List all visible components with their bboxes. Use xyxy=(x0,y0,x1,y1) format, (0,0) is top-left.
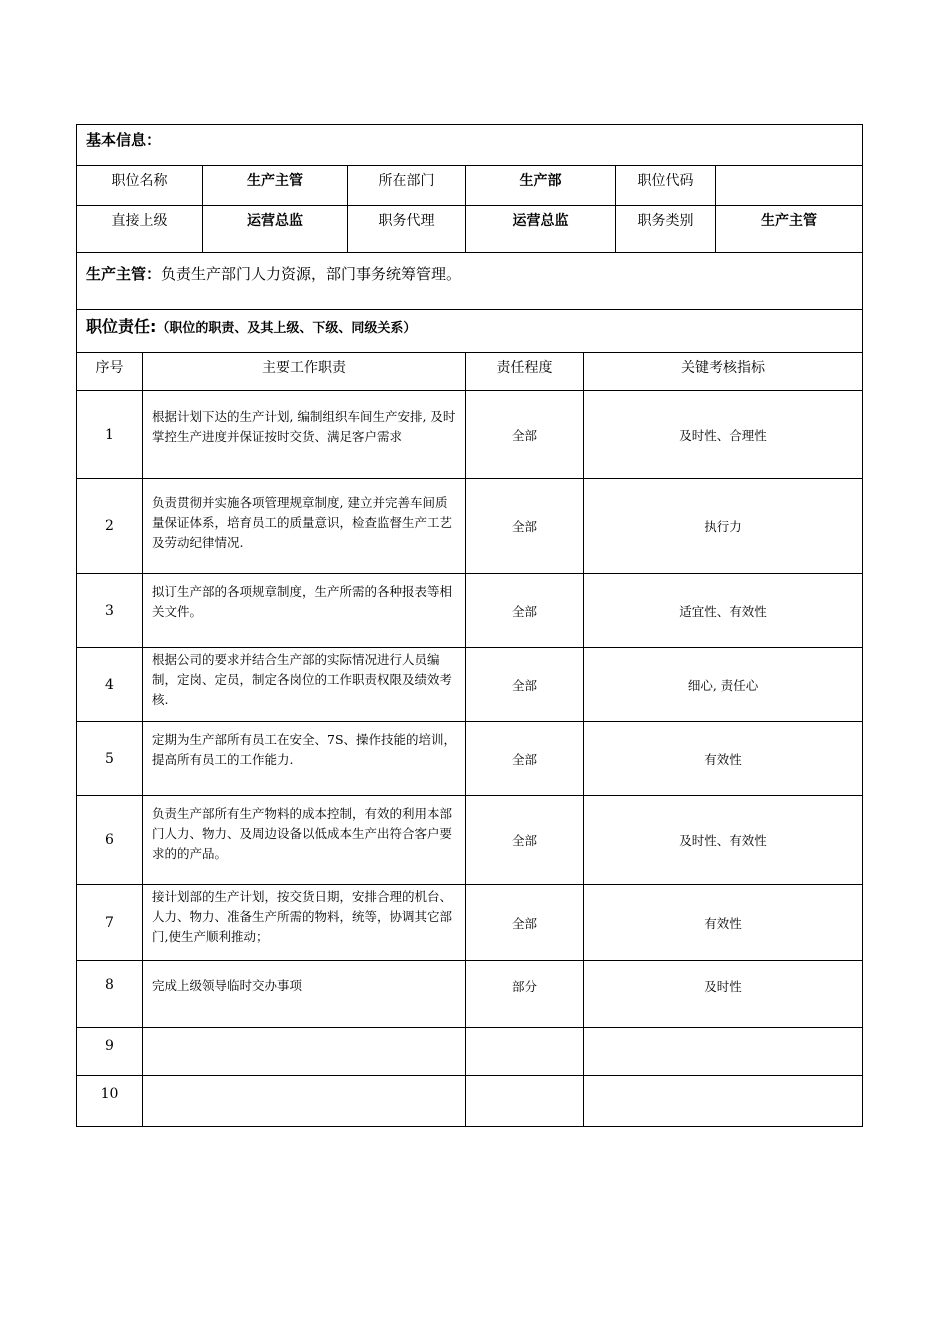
row-duty xyxy=(143,1076,466,1127)
row-duty: 完成上级领导临时交办事项 xyxy=(143,961,466,1028)
row-degree: 全部 xyxy=(466,391,584,479)
info-label: 职位代码 xyxy=(616,166,716,206)
row-kpi: 及时性、有效性 xyxy=(584,796,863,885)
row-degree: 全部 xyxy=(466,648,584,722)
row-number: 2 xyxy=(77,479,143,574)
row-kpi: 适宜性、有效性 xyxy=(584,574,863,648)
table-row xyxy=(77,574,863,648)
header-degree: 责任程度 xyxy=(466,353,584,391)
table-row xyxy=(77,1028,863,1076)
info-value: 生产主管 xyxy=(716,206,863,253)
row-degree xyxy=(466,1076,584,1127)
header-duty: 主要工作职责 xyxy=(143,353,466,391)
row-duty: 负责贯彻并实施各项管理规章制度, 建立并完善车间质量保证体系，培育员工的质量意识，检查监督生产工艺及劳动纪律情况. xyxy=(143,479,466,574)
summary-title: 生产主管： xyxy=(86,265,162,283)
row-degree: 全部 xyxy=(466,722,584,796)
table-row xyxy=(77,885,863,961)
info-value: 生产部 xyxy=(466,166,616,206)
row-number: 9 xyxy=(77,1028,143,1076)
row-kpi: 有效性 xyxy=(584,722,863,796)
info-label: 直接上级 xyxy=(77,206,203,253)
row-kpi xyxy=(584,1076,863,1127)
info-value: 运营总监 xyxy=(466,206,616,253)
table-row xyxy=(77,648,863,722)
row-kpi: 及时性 xyxy=(584,961,863,1028)
table-row xyxy=(77,961,863,1028)
row-degree: 全部 xyxy=(466,574,584,648)
info-row xyxy=(77,166,863,206)
form-table xyxy=(76,124,863,1127)
row-duty: 拟订生产部的各项规章制度，生产所需的各种报表等相关文件。 xyxy=(143,574,466,648)
row-number: 3 xyxy=(77,574,143,648)
table-row xyxy=(77,722,863,796)
table-row xyxy=(77,1076,863,1127)
row-number: 7 xyxy=(77,885,143,961)
row-kpi xyxy=(584,1028,863,1076)
row-number: 6 xyxy=(77,796,143,885)
table-row xyxy=(77,796,863,885)
job-description-form xyxy=(76,124,862,1127)
row-degree xyxy=(466,1028,584,1076)
summary-text: 负责生产部门人力资源，部门事务统筹管理。 xyxy=(161,265,462,283)
info-row xyxy=(77,206,863,253)
row-degree: 全部 xyxy=(466,479,584,574)
row-duty: 接计划部的生产计划，按交货日期，安排合理的机台、人力、物力、准备生产所需的物料，统等，协调其它部门,使生产顺利推动； xyxy=(143,885,466,961)
row-degree: 全部 xyxy=(466,885,584,961)
position-summary xyxy=(77,253,863,310)
basic-info-title: 基本信息： xyxy=(86,131,162,149)
row-number: 8 xyxy=(77,961,143,1028)
responsibility-note: （职位的职责、及其上级、下级、同级关系） xyxy=(156,321,417,336)
table-row xyxy=(77,391,863,479)
info-label: 职务代理 xyxy=(348,206,466,253)
row-kpi: 细心, 责任心 xyxy=(584,648,863,722)
info-value: 运营总监 xyxy=(203,206,348,253)
row-number: 10 xyxy=(77,1076,143,1127)
basic-info-heading xyxy=(77,125,863,166)
info-label: 职位名称 xyxy=(77,166,203,206)
responsibility-title: 职位责任: xyxy=(86,317,157,336)
row-duty: 根据公司的要求并结合生产部的实际情况进行人员编制，定岗、定员，制定各岗位的工作职责权限及绩效考核. xyxy=(143,648,466,722)
row-degree: 全部 xyxy=(466,796,584,885)
responsibility-heading xyxy=(77,310,863,353)
row-kpi: 及时性、合理性 xyxy=(584,391,863,479)
row-duty xyxy=(143,1028,466,1076)
row-degree: 部分 xyxy=(466,961,584,1028)
row-duty: 根据计划下达的生产计划, 编制组织车间生产安排, 及时掌控生产进度并保证按时交货、满足客户需求 xyxy=(143,391,466,479)
row-number: 5 xyxy=(77,722,143,796)
header-kpi: 关键考核指标 xyxy=(584,353,863,391)
row-number: 1 xyxy=(77,391,143,479)
header-no: 序号 xyxy=(77,353,143,391)
row-duty: 负责生产部所有生产物料的成本控制，有效的利用本部门人力、物力、及周边设备以低成本生产出符合客户要求的的产品。 xyxy=(143,796,466,885)
row-kpi: 有效性 xyxy=(584,885,863,961)
row-number: 4 xyxy=(77,648,143,722)
duty-header-row xyxy=(77,353,863,391)
info-value: 生产主管 xyxy=(203,166,348,206)
table-row xyxy=(77,479,863,574)
info-label: 所在部门 xyxy=(348,166,466,206)
row-duty: 定期为生产部所有员工在安全、7S、操作技能的培训，提高所有员工的工作能力. xyxy=(143,722,466,796)
row-kpi: 执行力 xyxy=(584,479,863,574)
info-label: 职务类别 xyxy=(616,206,716,253)
info-value xyxy=(716,166,863,206)
